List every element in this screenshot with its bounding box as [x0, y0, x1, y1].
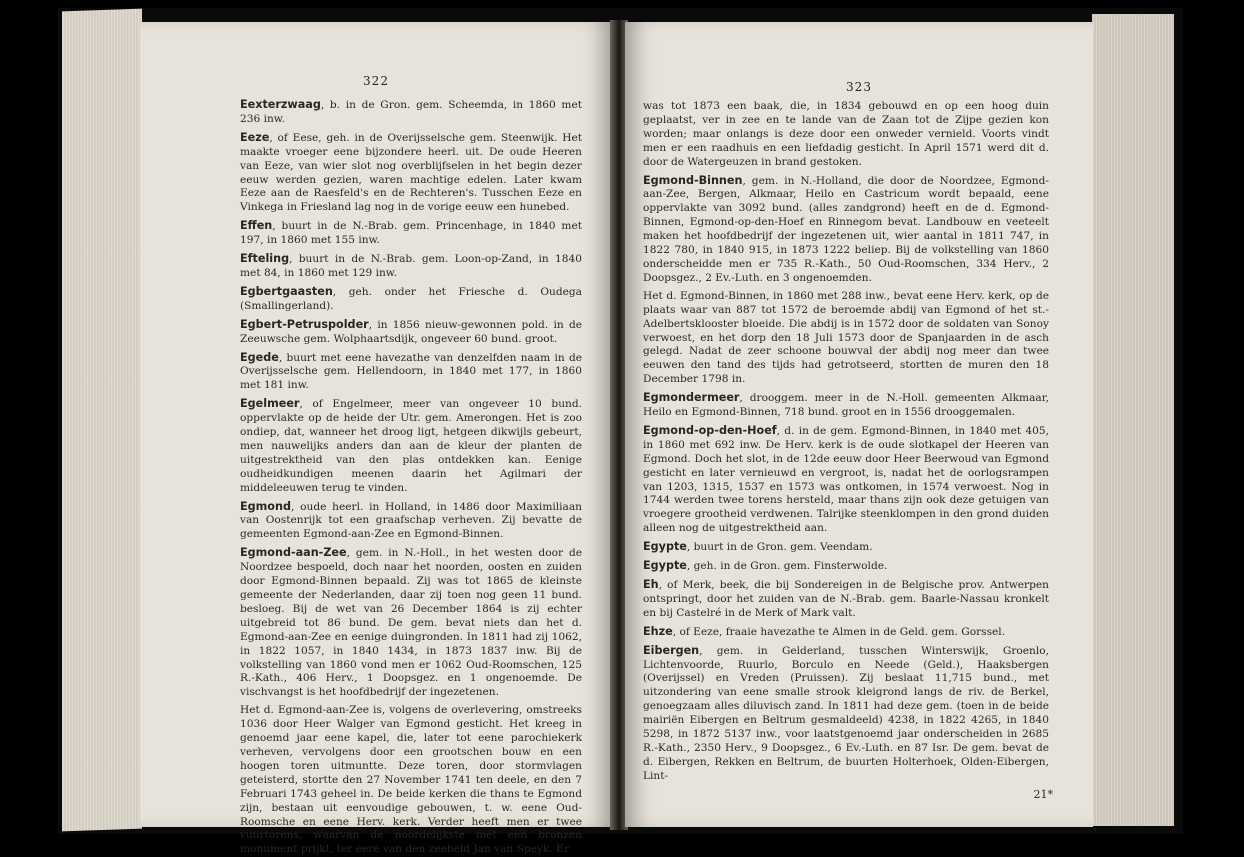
dictionary-entry	[240, 704, 582, 857]
dictionary-entry	[240, 318, 582, 347]
entry-text: , b. in de Gron. gem. Scheemda, in 1860 met 236 inw.	[240, 99, 582, 125]
right-page-text	[625, 100, 1093, 784]
dictionary-entry	[240, 351, 582, 394]
entry-text: Het d. Egmond-Binnen, in 1860 met 288 inw., bevat eene Herv. kerk, op de plaats waar van 887 tot 1572 de beroemde abdij van Egmond of het st.-Adelbertsklooster bloeide. Die abdij is in 1572 door de soldaten van Sonoy verwoest, en het dorp den 18 Juli 1573 door de Spanjaarden in de asch gelegd. Nadat de zeer schoone bouwval der abdij nog meer dan twee eeuwen den tand des tijds had getrotseerd, stortten de muren den 18 December 1798 in.	[643, 289, 1049, 386]
right-page-edges	[1092, 14, 1174, 826]
signature-mark: 21*	[1033, 787, 1053, 801]
dictionary-entry	[240, 98, 582, 127]
entry-text: , drooggem. meer in de N.-Holl. gemeenten Alkmaar, Heilo en Egmond-Binnen, 718 bund. groot en in 1556 drooggemalen.	[643, 392, 1049, 419]
dictionary-entry	[643, 625, 1049, 640]
dictionary-entry	[643, 578, 1049, 621]
entry-text: , buurt met eene havezathe van denzelfden naam in de Overijsselsche gem. Hellendoorn, in 1840 met 177, in 1860 met 181 inw.	[240, 351, 582, 392]
entry-headword: Egypte	[643, 559, 687, 573]
right-page	[625, 22, 1093, 827]
entry-text: , gem. in Gelderland, tusschen Winterswijk, Groenlo, Lichtenvoorde, Ruurlo, Borculo en Neede (Geld.), Haaksbergen (Overijssel) en Vreden (Pruissen). Zij beslaat 11,715 bund., met uitzondering van eene smalle strook kleigrond langs de riv. de Berkel, genoegzaam alles diluvisch zand. In 1811 had deze gem. (toen in de beide mairiën Eibergen en Beltrum gesmaldeeld) 4238, in 1822 4265, in 1840 5298, in 1872 5137 inw., voor laatstgenoemd jaar onderscheiden in 2685 R.-Kath., 2350 Herv., 9 Doopsgez., 6 Ev.-Luth. en 87 Isr. De gem. bevat de d. Eibergen, Rekken en Beltrum, de buurten Holterhoek, Olden-Eibergen, Lint-	[643, 644, 1049, 782]
entry-text: , of Eese, geh. in de Overijsselsche gem. Steenwijk. Het maakte vroeger eene bijzondere heerl. uit. De oude Heeren van Eeze, van wier slot nog overblijfselen in het begin dezer eeuw werden gezien, waren machtige edelen. Later kwam Eeze aan de Raesfeld's en de Rechteren's. Tusschen Eeze en Vinkega in Friesland lag nog in de vorige eeuw een hunebed.	[240, 131, 582, 214]
dictionary-entry	[643, 174, 1049, 286]
dictionary-entry	[643, 100, 1049, 170]
entry-headword: Eeze	[240, 130, 270, 144]
left-page-edges	[62, 9, 142, 832]
dictionary-entry	[240, 131, 582, 215]
dictionary-entry	[240, 397, 582, 495]
dictionary-entry	[240, 252, 582, 281]
entry-text: , of Merk, beek, die bij Sondereigen in de Belgische prov. Antwerpen ontspringt, door het zuiden van de N.-Brab. gem. Baarle-Nassau kronkelt en bij Castelré in de Merk of Mark valt.	[643, 579, 1049, 619]
page-number: 323	[846, 80, 872, 94]
entry-text: , oude heerl. in Holland, in 1486 door Maximiliaan van Oostenrijk tot een graafschap verheven. Zij bevatte de gemeenten Egmond-aan-Zee en Egmond-Binnen.	[240, 500, 582, 541]
dictionary-entry	[643, 559, 1049, 574]
entry-headword: Egypte	[643, 540, 687, 554]
entry-text: , d. in de gem. Egmond-Binnen, in 1840 met 405, in 1860 met 692 inw. De Herv. kerk is de oude slotkapel der Heeren van Egmond. Doch het slot, in de 12de eeuw door Heer Beerwoud van Egmond gesticht en later vernieuwd en vergroot, is, nadat het de oorlogsrampen van 1203, 1315, 1537 en 1573 was ontkomen, in 1574 verwoest. Nog in 1744 werden twee torens hersteld, maar thans zijn ook deze getuigen van vroegere grootheid verdwenen. Talrijke steenklompen in den grond duiden alleen nog de uitgestrektheid aan.	[643, 424, 1049, 535]
entry-headword: Egede	[240, 350, 279, 364]
entry-headword: Ehze	[643, 624, 673, 638]
entry-headword: Efteling	[240, 252, 290, 266]
entry-headword: Egmond-op-den-Hoef	[643, 423, 777, 437]
entry-text: , geh. in de Gron. gem. Finsterwolde.	[686, 560, 888, 573]
entry-text: , gem. in N.-Holl., in het westen door de Noordzee bespoeld, doch naar het noorden, oosten en zuiden door Egmond-Binnen bepaald. Zij was tot 1865 de kleinste gemeente der Nederlanden, daar zij toen nog geen 11 bund. besloeg. Bij de wet van 26 December 1864 is zij echter uitgebreid tot 86 bund. De gem. bevat niets dan het d. Egmond-aan-Zee en eenige duingronden. In 1811 had zij 1062, in 1822 1057, in 1840 1434, in 1873 1837 inw. Bij de volkstelling van 1860 vond men er 1062 Oud-Roomschen, 125 R.-Kath., 406 Herv., 1 Doopsgez. en 1 ongenoemde. De vischvangst is het hoofdbedrijf der ingezetenen.	[240, 547, 582, 699]
entry-headword: Egmond-Binnen	[643, 173, 743, 187]
entry-text: , buurt in de N.-Brab. gem. Loon-op-Zand, in 1840 met 84, in 1860 met 129 inw.	[240, 253, 582, 279]
entry-headword: Egmond-aan-Zee	[240, 546, 347, 560]
dictionary-entry	[240, 285, 582, 314]
entry-text: Het d. Egmond-aan-Zee is, volgens de overlevering, omstreeks 1036 door Heer Walger van Egmond gesticht. Het kreeg in genoemd jaar eene kapel, die, later tot eene parochiekerk verheven, vervolgens door een grootschen bouw en een hoogen toren uitmuntte. Deze toren, door stormvlagen geteisterd, stortte den 27 November 1741 ten deele, en den 7 Februari 1743 geheel in. De beide kerken die thans te Egmond zijn, bestaan uit eenvoudige gebouwen, t. w. eene Oud-Roomsche en eene Herv. kerk. Verder heeft men er twee vuurtorens, waarvan de noordelijkste met een bronzen monument prijkt, ter eere van den zeeheld Jan van Speyk. Er	[240, 704, 582, 856]
entry-text: , geh. onder het Friesche d. Oudega (Smallingerland).	[240, 285, 582, 312]
entry-headword: Egbertgaasten	[240, 284, 333, 298]
entry-text: , gem. in N.-Holland, die door de Noordzee, Egmond-aan-Zee, Bergen, Alkmaar, Heilo en Castricum wordt bepaald, eene oppervlakte van 3092 bund. (alles zandgrond) heeft en de d. Egmond-Binnen, Egmond-op-den-Hoef en Rinnegom bevat. Landbouw en veeteelt maken het hoofdbedrijf der ingezetenen uit, wier aantal in 1811 747, in 1822 780, in 1840 915, in 1873 1222 beliep. Bij de volkstelling van 1860 onderscheidde men er 735 R.-Kath., 50 Oud-Roomschen, 334 Herv., 2 Doopsgez., 2 Ev.-Luth. en 3 ongenoemden.	[643, 174, 1049, 284]
dictionary-entry	[643, 391, 1049, 420]
entry-text: , in 1856 nieuw-gewonnen pold. in de Zeeuwsche gem. Wolphaartsdijk, ongeveer 60 bund. groot.	[240, 318, 582, 345]
left-page	[140, 22, 612, 856]
entry-headword: Effen	[240, 219, 273, 233]
entry-headword: Eexterzwaag	[240, 98, 321, 111]
dictionary-entry	[240, 500, 582, 543]
entry-text: , of Engelmeer, meer van ongeveer 10 bund. oppervlakte op de heide der Utr. gem. Amerongen. Het is zoo ondiep, dat, wanneer het droog ligt, hetgeen dikwijls gebeurt, men nauwelijks anders dan aan de kleur der planten de uitgestrektheid van den plas ontdekken kan. Eenige oudheidkundigen meenen daarin het Agilmari der middeleeuwen terug te vinden.	[240, 398, 582, 494]
dictionary-entry	[643, 424, 1049, 536]
dictionary-entry	[240, 219, 582, 248]
entry-headword: Egbert-Petruspolder	[240, 317, 369, 331]
entry-headword: Eh	[643, 578, 659, 591]
dictionary-entry	[643, 290, 1049, 387]
entry-text: , buurt in de Gron. gem. Veendam.	[686, 541, 873, 554]
entry-text: , of Eeze, fraaie havezathe te Almen in de Geld. gem. Gorssel.	[672, 625, 1006, 638]
page-number: 322	[363, 74, 389, 88]
entry-text: was tot 1873 een baak, die, in 1834 gebouwd en op een hoog duin geplaatst, ver in zee en te lande van de Zaan tot de Zijpe gezien kon worden; maar onlangs is deze door een onweder vernield. Voorts vindt men er een raadhuis en een liefdadig gesticht. In April 1571 werd dit d. door de Watergeuzen in brand gestoken.	[643, 100, 1049, 168]
dictionary-entry	[240, 546, 582, 700]
entry-headword: Egmondermeer	[643, 391, 740, 405]
dictionary-entry	[643, 644, 1049, 784]
left-page-text	[140, 98, 612, 857]
entry-text: , buurt in de N.-Brab. gem. Princenhage, in 1840 met 197, in 1860 met 155 inw.	[240, 220, 582, 247]
entry-headword: Eibergen	[643, 643, 700, 657]
entry-headword: Egelmeer	[240, 397, 300, 411]
entry-headword: Egmond	[240, 499, 291, 513]
dictionary-entry	[643, 540, 1049, 555]
